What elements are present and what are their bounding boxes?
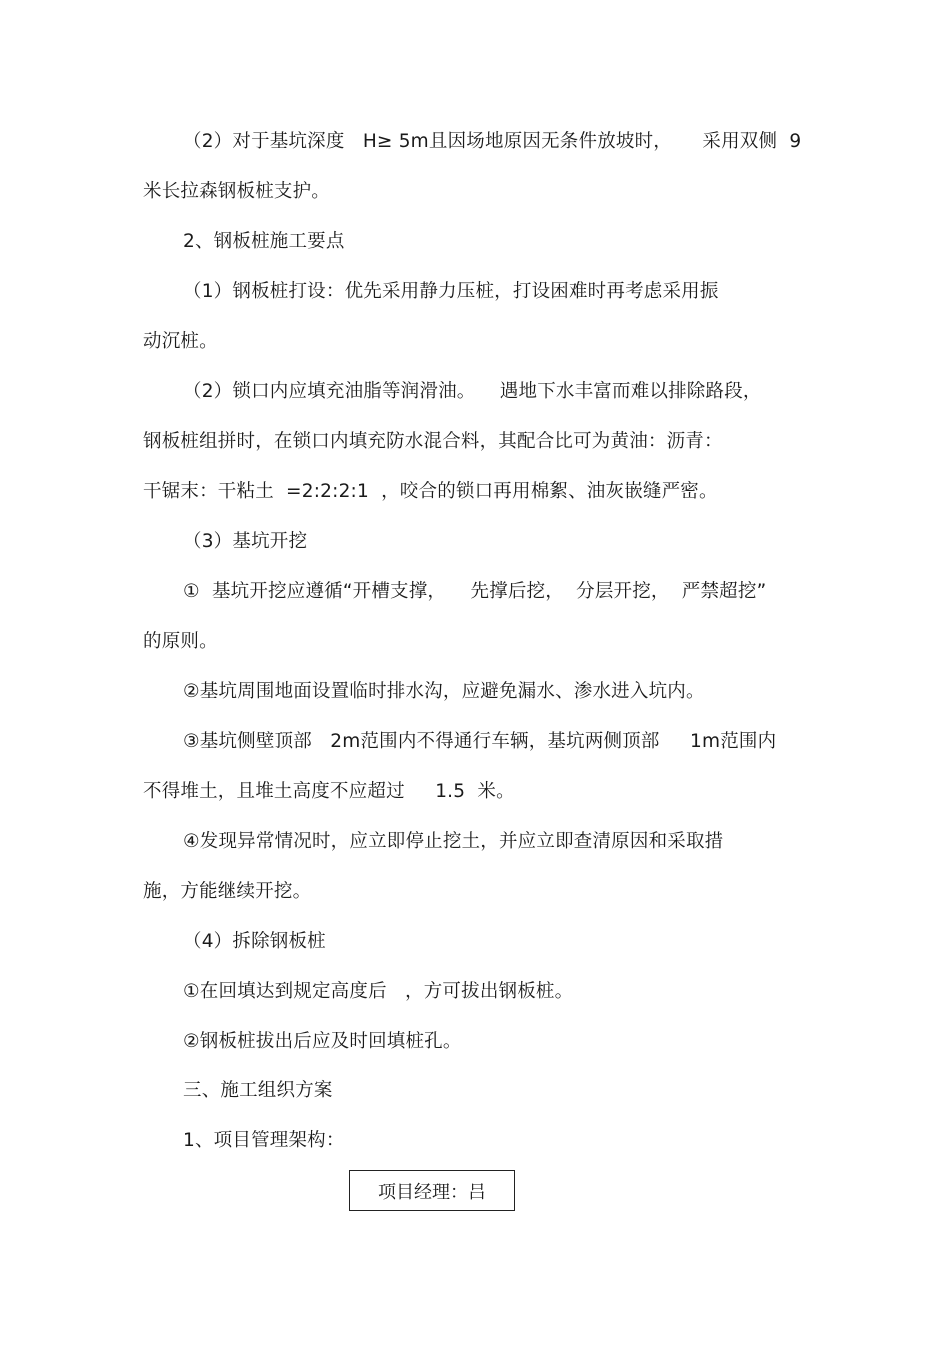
text-line-12: ②基坑周围地面设置临时排水沟，应避免漏水、渗水进入坑内。 [183, 681, 705, 702]
text-line-10: ① 基坑开挖应遵循“开槽支撑， 先撑后挖， 分层开挖， 严禁超挖” [183, 581, 767, 602]
section-heading-project-structure: 1、项目管理架构： [183, 1130, 345, 1151]
subsection-heading-4: （4）拆除钢板桩 [183, 931, 326, 952]
org-chart-manager-box [349, 1170, 515, 1211]
section-heading-three: 三、施工组织方案 [183, 1080, 333, 1101]
text-line-6: （2）锁口内应填充油脂等润滑油。 遇地下水丰富而难以排除路段， [183, 381, 762, 402]
text-line-4: （1）钢板桩打设：优先采用静力压桩，打设困难时再考虑采用振 [183, 281, 719, 302]
text-line-16: 施，方能继续开挖。 [143, 881, 312, 902]
text-line-2: 米长拉森钢板桩支护。 [143, 181, 331, 202]
text-line-19: ②钢板桩拔出后应及时回填桩孔。 [183, 1031, 462, 1052]
text-line-15: ④发现异常情况时，应立即停止挖土，并应立即查清原因和采取措 [183, 831, 724, 852]
manager-box-label: 项目经理：吕 [378, 1181, 486, 1203]
text-line-14: 不得堆土，且堆土高度不应超过 1.5 米。 [143, 781, 515, 802]
text-line-5: 动沉桩。 [143, 331, 218, 352]
text-line-18: ①在回填达到规定高度后 ，方可拔出钢板桩。 [183, 981, 574, 1002]
section-heading-2: 2、钢板桩施工要点 [183, 231, 345, 252]
text-line-13: ③基坑侧壁顶部 2m范围内不得通行车辆，基坑两侧顶部 1m范围内 [183, 731, 777, 752]
text-line-11: 的原则。 [143, 631, 218, 652]
subsection-heading-3: （3）基坑开挖 [183, 531, 308, 552]
text-line-8: 干锯末：干粘土 =2:2:2:1 ，咬合的锁口再用棉絮、油灰嵌缝严密。 [143, 481, 718, 502]
text-line-7: 钢板桩组拼时，在锁口内填充防水混合料，其配合比可为黄油：沥青： [143, 431, 723, 452]
text-line-1: （2）对于基坑深度 H≥ 5m且因场地原因无条件放坡时， 采用双侧 9 [183, 131, 802, 152]
